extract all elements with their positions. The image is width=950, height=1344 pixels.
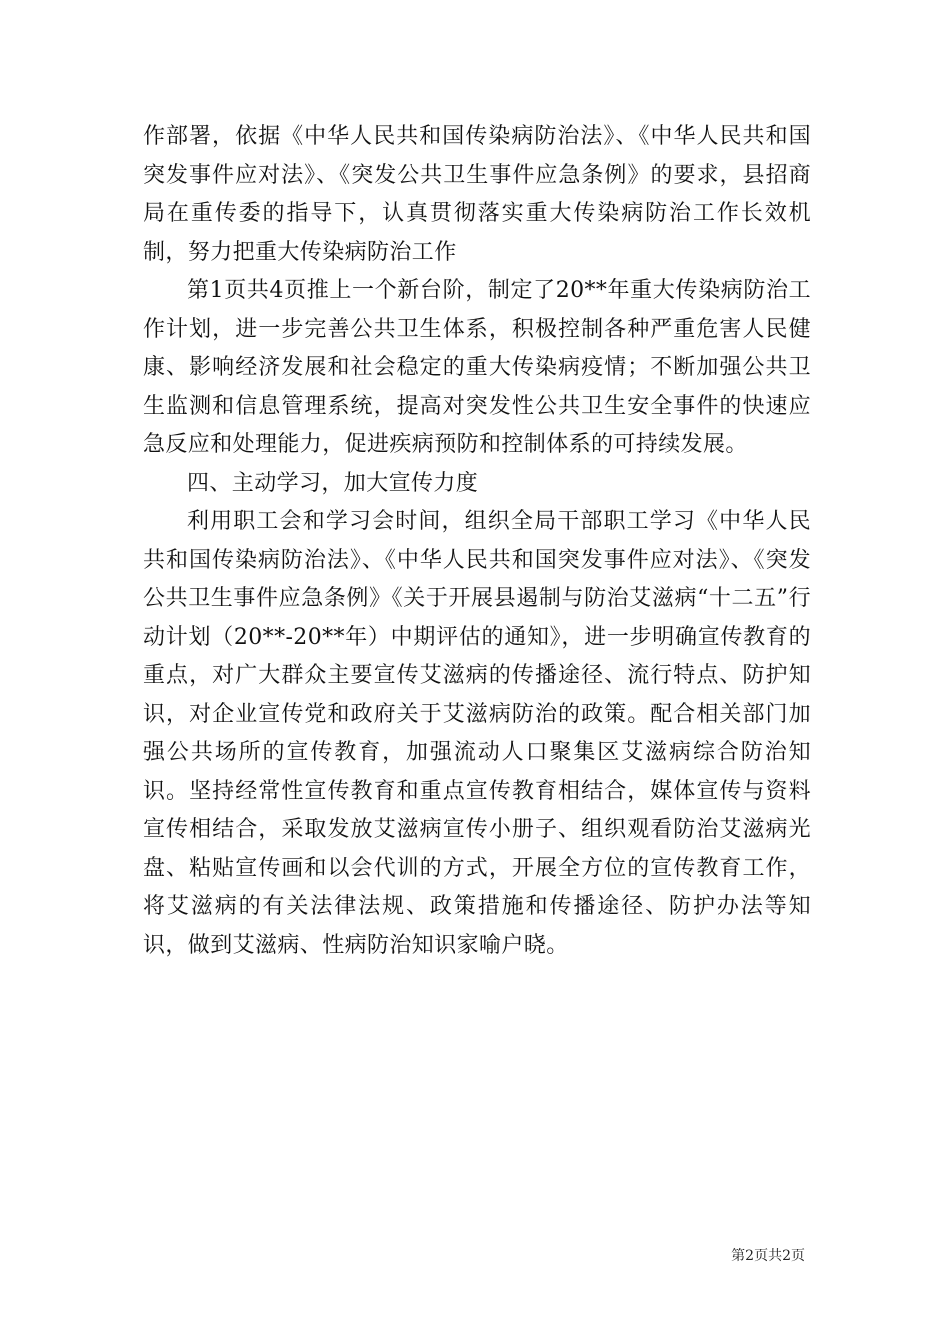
paragraph-continuation: 作部署，依据《中华人民共和国传染病防治法》、《中华人民共和国突发事件应对法》、《突发公共卫生事件应急条例》的要求，县招商局在重传委的指导下，认真贯彻落实重大传染病防治工作长效机制，努力把重大传染病防治工作 (143, 124, 811, 265)
paragraph-publicity: 利用职工会和学习会时间，组织全局干部职工学习《中华人民共和国传染病防治法》、《中华人民共和国突发事件应对法》、《突发公共卫生事件应急条例》《关于开展县遏制与防治艾滋病“十二五”行动计划（20**-20**年）中期评估的通知》，进一步明确宣传教育的重点，对广大群众主要宣传艾滋病的传播途径、流行特点、防护知识，对企业宣传党和政府关于艾滋病防治的政策。配合相关部门加强公共场所的宣传教育，加强流动人口聚集区艾滋病综合防治知识。坚持经常性宣传教育和重点宣传教育相结合，媒体宣传与资料宣传相结合，采取发放艾滋病宣传小册子、组织观看防治艾滋病光盘、粘贴宣传画和以会代训的方式，开展全方位的宣传教育工作，将艾滋病的有关法律法规、政策措施和传播途径、防护办法等知识，做到艾滋病、性病防治知识家喻户晓。 (143, 509, 811, 958)
page-number-footer: 第2页共2页 (731, 1248, 805, 1264)
paragraph-work-plan: 第1页共4页推上一个新台阶，制定了20**年重大传染病防治工作计划，进一步完善公共卫生体系，积极控制各种严重危害人民健康、影响经济发展和社会稳定的重大传染病疫情；不断加强公共卫生监测和信息管理系统，提高对突发性公共卫生安全事件的快速应急反应和处理能力，促进疾病预防和控制体系的可持续发展。 (143, 278, 811, 457)
section-heading: 四、主动学习，加大宣传力度 (187, 470, 479, 496)
document-body (143, 118, 811, 965)
